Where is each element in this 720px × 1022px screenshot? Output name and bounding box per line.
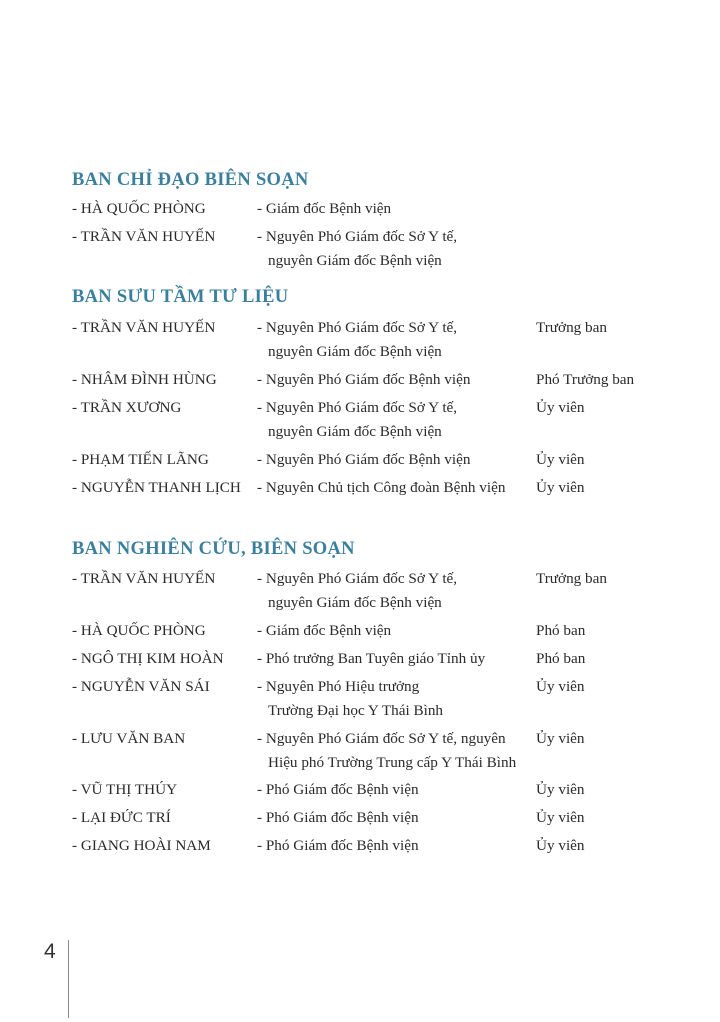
member-role-continued: nguyên Giám đốc Bệnh viện — [268, 594, 442, 611]
member-name: - NHÂM ĐÌNH HÙNG — [72, 371, 217, 388]
member-role: - Nguyên Phó Giám đốc Sở Y tế, — [257, 228, 458, 245]
member-name: - NGUYỄN VĂN SÁI — [72, 678, 210, 695]
member-role-continued: Trường Đại học Y Thái Bình — [268, 702, 444, 719]
member-role: - Nguyên Phó Giám đốc Bệnh viện — [257, 371, 471, 388]
page-number: 4 — [44, 940, 56, 963]
member-role: - Nguyên Chủ tịch Công đoàn Bệnh viện — [257, 479, 506, 496]
member-name: - LƯU VĂN BAN — [72, 730, 186, 747]
section-title: BAN CHỈ ĐẠO BIÊN SOẠN — [72, 170, 309, 190]
member-role: - Nguyên Phó Giám đốc Sở Y tế, — [257, 570, 458, 587]
member-name: - VŨ THỊ THÚY — [72, 781, 178, 798]
member-name: - TRẦN VĂN HUYẾN — [72, 319, 216, 336]
member-position: Ủy viên — [536, 730, 585, 747]
member-position: Ủy viên — [536, 678, 585, 695]
member-role-continued: nguyên Giám đốc Bệnh viện — [268, 343, 442, 360]
member-name: - TRẦN VĂN HUYẾN — [72, 570, 216, 587]
member-position: Ủy viên — [536, 399, 585, 416]
member-name: - NGUYỄN THANH LỊCH — [72, 479, 241, 496]
member-name: - LẠI ĐỨC TRÍ — [72, 809, 171, 826]
member-role: - Phó Giám đốc Bệnh viện — [257, 837, 419, 854]
member-name: - NGÔ THỊ KIM HOÀN — [72, 650, 224, 667]
member-role: - Nguyên Phó Hiệu trưởng — [257, 678, 420, 695]
member-name: - PHẠM TIẾN LÃNG — [72, 451, 209, 468]
member-position: Ủy viên — [536, 479, 585, 496]
member-role: - Nguyên Phó Giám đốc Sở Y tế, nguyên — [257, 730, 506, 747]
member-role: - Giám đốc Bệnh viện — [257, 200, 392, 217]
member-role-continued: Hiệu phó Trường Trung cấp Y Thái Bình — [268, 754, 517, 771]
member-role: - Phó Giám đốc Bệnh viện — [257, 781, 419, 798]
section-title: BAN NGHIÊN CỨU, BIÊN SOẠN — [72, 539, 355, 559]
member-role: - Nguyên Phó Giám đốc Sở Y tế, — [257, 399, 458, 416]
member-position: Ủy viên — [536, 837, 585, 854]
member-name: - HÀ QUỐC PHÒNG — [72, 200, 206, 217]
member-role: - Giám đốc Bệnh viện — [257, 622, 392, 639]
member-position: Phó Trưởng ban — [536, 371, 635, 388]
member-position: Phó ban — [536, 622, 586, 639]
member-position: Ủy viên — [536, 781, 585, 798]
member-name: - TRẦN VĂN HUYẾN — [72, 228, 216, 245]
member-name: - HÀ QUỐC PHÒNG — [72, 622, 206, 639]
member-role: - Phó trưởng Ban Tuyên giáo Tỉnh ủy — [257, 650, 486, 667]
member-role: - Nguyên Phó Giám đốc Sở Y tế, — [257, 319, 458, 336]
member-position: Phó ban — [536, 650, 586, 667]
member-role: - Nguyên Phó Giám đốc Bệnh viện — [257, 451, 471, 468]
member-role-continued: nguyên Giám đốc Bệnh viện — [268, 252, 442, 269]
member-role-continued: nguyên Giám đốc Bệnh viện — [268, 423, 442, 440]
member-name: - TRẦN XƯƠNG — [72, 399, 182, 416]
member-position: Ủy viên — [536, 809, 585, 826]
margin-divider — [68, 940, 69, 1018]
member-name: - GIANG HOÀI NAM — [72, 837, 211, 854]
member-position: Trưởng ban — [536, 319, 607, 336]
member-role: - Phó Giám đốc Bệnh viện — [257, 809, 419, 826]
section-title: BAN SƯU TẦM TƯ LIỆU — [72, 287, 289, 307]
member-position: Ủy viên — [536, 451, 585, 468]
member-position: Trưởng ban — [536, 570, 607, 587]
